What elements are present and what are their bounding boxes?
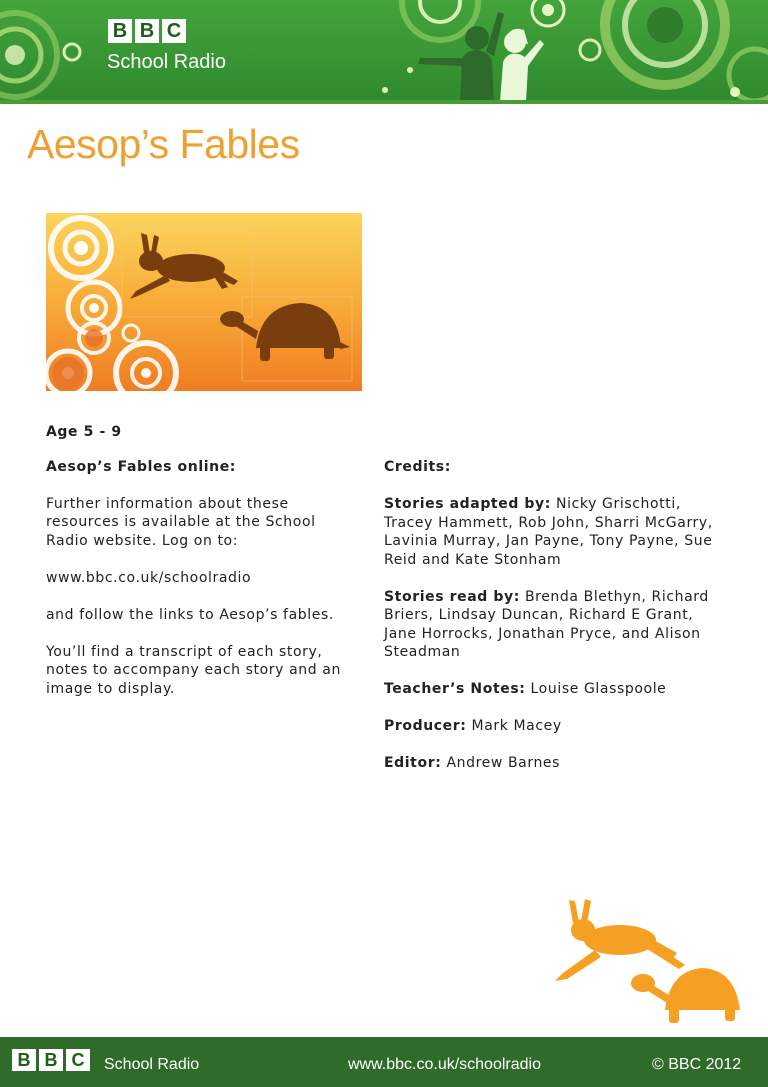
credit-label: Editor: [384, 755, 442, 771]
hero-image [46, 213, 362, 391]
header-banner [0, 0, 768, 102]
school-radio-label: School Radio [107, 51, 226, 73]
bbc-logo-letter: B [39, 1049, 63, 1071]
school-radio-link[interactable]: www.bbc.co.uk/schoolradio [46, 569, 252, 586]
age-range: Age 5 - 9 [46, 424, 122, 440]
credit-adapted [384, 495, 729, 569]
credit-label: Producer: [384, 718, 467, 734]
credit-producer [384, 717, 729, 736]
page-title: Aesop’s Fables [27, 121, 300, 167]
credit-read [384, 588, 729, 662]
footer-url-link[interactable]: www.bbc.co.uk/schoolradio [348, 1056, 541, 1073]
credit-value: Andrew Barnes [446, 755, 561, 771]
credits-heading: Credits: [384, 459, 451, 475]
online-heading: Aesop’s Fables online: [46, 458, 236, 475]
credit-label: Stories read by: [384, 588, 520, 605]
credit-value: Mark Macey [471, 718, 562, 734]
footer-copyright: © BBC 2012 [652, 1056, 742, 1073]
bbc-logo-letter: C [162, 19, 186, 43]
header-divider [0, 100, 768, 104]
footer-school-radio: School Radio [104, 1056, 200, 1073]
credit-value: Louise Glasspoole [530, 681, 667, 697]
credit-label: Teacher’s Notes: [384, 681, 526, 697]
info-column [46, 423, 356, 698]
transcript-text: You’ll find a transcript of each story, notes to accompany each story and an image to display. [46, 643, 341, 697]
footer [0, 1037, 768, 1087]
footer-bbc-logo [12, 1049, 90, 1071]
credit-label: Stories adapted by: [384, 496, 551, 512]
bbc-logo-letter: B [135, 19, 159, 43]
bbc-logo-letter: C [66, 1049, 90, 1071]
further-info-text: Further information about these resources is available at the School Radio website. Log on to: [46, 495, 316, 549]
bbc-logo [108, 19, 186, 43]
credit-editor [384, 754, 729, 773]
follow-links-text: and follow the links to Aesop’s fables. [46, 606, 334, 623]
credit-value: Brenda Blethyn, Richard Briers, Lindsay Duncan, Richard E Grant, Jane Horrocks, Jonathan Pryce, and Alison Steadman [384, 588, 709, 660]
credit-teachers-notes [384, 680, 729, 699]
hare-tortoise-silhouette [545, 895, 745, 1030]
credit-value: Nicky Grischotti, Tracey Hammett, Rob John, Sharri McGarry, Lavinia Murray, Jan Payne, Tony Payne, Sue Reid and Kate Stonham [384, 496, 713, 568]
bbc-logo-letter: B [108, 19, 132, 43]
bbc-logo-letter: B [12, 1049, 36, 1071]
credits-column [384, 458, 729, 773]
hare-and-tortoise-illustration [46, 213, 362, 391]
